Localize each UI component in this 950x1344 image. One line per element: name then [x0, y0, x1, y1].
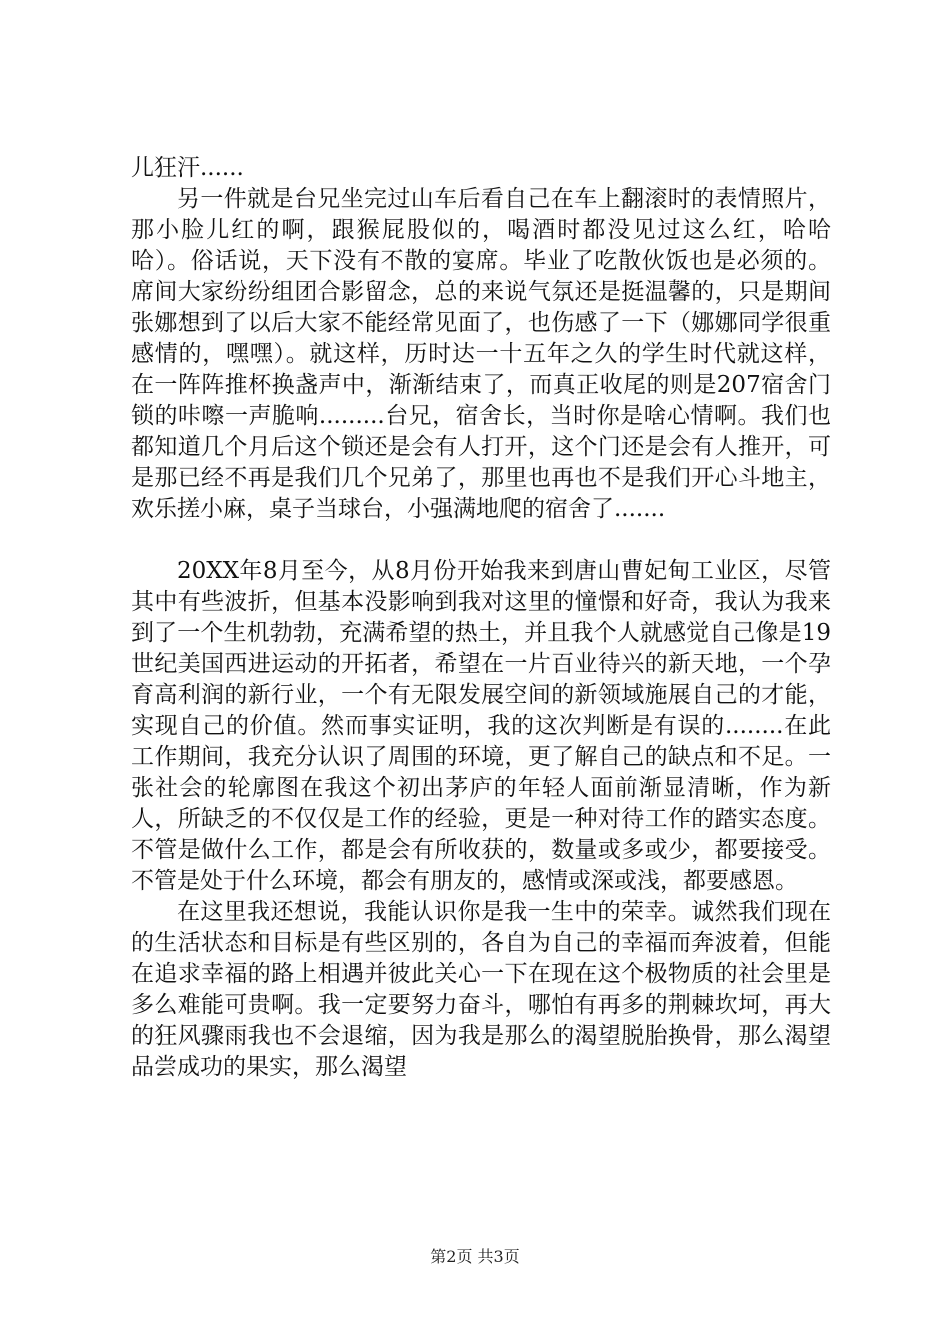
paragraph-gratitude: 在这里我还想说，我能认识你是我一生中的荣幸。诚然我们现在的生活状态和目标是有些区别的，各自为自己的幸福而奔波着，但能在追求幸福的路上相遇并彼此关心一下在现在这个极物质的社会里是多么难能可贵啊。我一定要努力奋斗，哪怕有再多的荆棘坎坷，再大的狂风骤雨我也不会退缩，因为我是那么的渴望脱胎换骨，那么渴望品尝成功的果实，那么渴望	[131, 899, 831, 1080]
document-body	[131, 153, 831, 1083]
paragraph-work-experience: 20XX年8月至今，从8月份开始我来到唐山曹妃甸工业区，尽管其中有些波折，但基本没影响到我对这里的憧憬和好奇，我认为我来到了一个生机勃勃，充满希望的热土，并且我个人就感觉自己像是19世纪美国西进运动的开拓者，希望在一片百业待兴的新天地，一个孕育高利润的新行业，一个有无限发展空间的新领域施展自己的才能，实现自己的价值。然而事实证明，我的这次判断是有误的........在此工作期间，我充分认识了周围的环境，更了解自己的缺点和不足。一张社会的轮廓图在我这个初出茅庐的年轻人面前渐显清晰，作为新人，所缺乏的不仅仅是工作的经验，更是一种对待工作的踏实态度。不管是做什么工作，都是会有所收获的，数量或多或少，都要接受。不管是处于什么环境，都会有朋友的，感情或深或浅，都要感恩。	[131, 558, 831, 894]
paragraph-graduation-dinner: 另一件就是台兄坐完过山车后看自己在车上翻滚时的表情照片，那小脸儿红的啊，跟猴屁股似的，喝酒时都没见过这么红，哈哈哈）。俗话说，天下没有不散的宴席。毕业了吃散伙饭也是必须的。席间大家纷纷组团合影留念，总的来说气氛还是挺温馨的，只是期间张娜想到了以后大家不能经常见面了，也伤感了一下（娜娜同学很重感情的，嘿嘿）。就这样，历时达一十五年之久的学生时代就这样，在一阵阵推杯换盏声中，渐渐结束了，而真正收尾的则是207宿舍门锁的咔嚓一声脆响.........台兄，宿舍长，当时你是啥心情啊。我们也都知道几个月后这个锁还是会有人打开，这个门还是会有人推开，可是那已经不再是我们几个兄弟了，那里也再也不是我们开心斗地主，欢乐搓小麻，桌子当球台，小强满地爬的宿舍了.......	[131, 186, 831, 522]
page-number-footer: 第2页 共3页	[430, 1247, 520, 1266]
paragraph-spacer	[131, 525, 831, 556]
paragraph-continuation: 儿狂汗......	[131, 155, 244, 181]
